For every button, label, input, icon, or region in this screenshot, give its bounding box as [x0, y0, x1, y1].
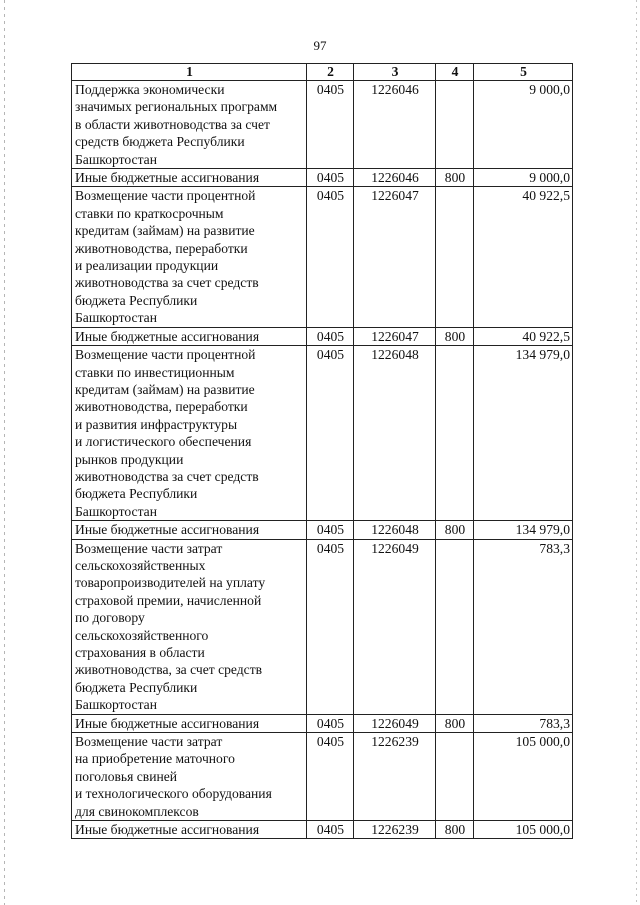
row-name-cell: [72, 821, 307, 839]
row-name: Возмещение части процентной ставки по инвестиционным кредитам (займам) на развитие животноводства, переработки и развития инфраструктуры и логистического обеспечения рынков продукции животноводства за счет средств бюджета Республики Башкортостан: [75, 347, 259, 519]
row-name: Иные бюджетные ассигнования: [75, 822, 260, 838]
table-row: [72, 169, 573, 187]
row-name: Поддержка экономически значимых региональных программ в области животноводства за счет средств бюджета Республики Башкортостан: [75, 82, 278, 167]
row-amount: 134 979,0: [474, 346, 573, 521]
row-section-code: 0405: [307, 81, 354, 169]
table-header-row: [72, 64, 573, 81]
header-col-2: 2: [307, 64, 354, 81]
table-row: [72, 346, 573, 521]
row-name: Иные бюджетные ассигнования: [75, 522, 260, 538]
row-type-code: [436, 733, 474, 821]
row-amount: 783,3: [474, 539, 573, 714]
row-section-code: 0405: [307, 169, 354, 187]
row-name: Иные бюджетные ассигнования: [75, 715, 260, 731]
row-name-cell: [72, 346, 307, 521]
row-name-cell: [72, 187, 307, 327]
table-row: [72, 327, 573, 345]
row-type-code: 800: [436, 714, 474, 732]
row-target-code: 1226048: [354, 521, 436, 539]
row-type-code: 800: [436, 821, 474, 839]
row-name-cell: [72, 714, 307, 732]
row-target-code: 1226046: [354, 169, 436, 187]
row-name: Иные бюджетные ассигнования: [75, 328, 260, 344]
table-row: [72, 539, 573, 714]
row-section-code: 0405: [307, 346, 354, 521]
row-target-code: 1226239: [354, 821, 436, 839]
row-target-code: 1226239: [354, 733, 436, 821]
row-section-code: 0405: [307, 187, 354, 327]
header-col-3: 3: [354, 64, 436, 81]
scan-edge-left: [4, 0, 5, 905]
row-target-code: 1226046: [354, 81, 436, 169]
table-row: [72, 714, 573, 732]
row-target-code: 1226049: [354, 714, 436, 732]
row-name-cell: [72, 169, 307, 187]
scan-edge-right: [636, 0, 637, 905]
row-amount: 9 000,0: [474, 169, 573, 187]
row-target-code: 1226049: [354, 539, 436, 714]
header-col-1: 1: [72, 64, 307, 81]
row-name: Иные бюджетные ассигнования: [75, 170, 260, 186]
row-name-cell: [72, 521, 307, 539]
row-amount: 105 000,0: [474, 821, 573, 839]
row-target-code: 1226047: [354, 187, 436, 327]
row-type-code: [436, 187, 474, 327]
row-amount: 40 922,5: [474, 327, 573, 345]
row-section-code: 0405: [307, 733, 354, 821]
table-row: [72, 733, 573, 821]
row-name: Возмещение части процентной ставки по краткосрочным кредитам (займам) на развитие животноводства, переработки и реализации продукции животноводства за счет средств бюджета Республики Башкортостан: [75, 188, 259, 326]
table-row: [72, 821, 573, 839]
row-type-code: [436, 539, 474, 714]
row-amount: 783,3: [474, 714, 573, 732]
budget-table: [71, 63, 573, 839]
row-amount: 40 922,5: [474, 187, 573, 327]
row-type-code: 800: [436, 521, 474, 539]
row-name-cell: [72, 539, 307, 714]
row-name-cell: [72, 327, 307, 345]
row-section-code: 0405: [307, 521, 354, 539]
row-section-code: 0405: [307, 714, 354, 732]
row-section-code: 0405: [307, 821, 354, 839]
row-target-code: 1226048: [354, 346, 436, 521]
row-section-code: 0405: [307, 539, 354, 714]
table-row: [72, 187, 573, 327]
row-type-code: [436, 346, 474, 521]
row-type-code: 800: [436, 327, 474, 345]
row-amount: 9 000,0: [474, 81, 573, 169]
row-name-cell: [72, 81, 307, 169]
header-col-5: 5: [474, 64, 573, 81]
row-name-cell: [72, 733, 307, 821]
row-target-code: 1226047: [354, 327, 436, 345]
page-number: 97: [313, 38, 327, 53]
table-row: [72, 81, 573, 169]
row-name: Возмещение части затрат сельскохозяйственных товаропроизводителей на уплату страховой премии, начисленной по договору сельскохозяйственного страхования в области животноводства, за счет средств бюджета Республики Башкортостан: [75, 540, 266, 713]
row-amount: 134 979,0: [474, 521, 573, 539]
row-section-code: 0405: [307, 327, 354, 345]
row-amount: 105 000,0: [474, 733, 573, 821]
row-type-code: 800: [436, 169, 474, 187]
row-type-code: [436, 81, 474, 169]
row-name: Возмещение части затрат на приобретение маточного поголовья свиней и технологического оборудования для свинокомплексов: [75, 734, 272, 819]
header-col-4: 4: [436, 64, 474, 81]
table-row: [72, 521, 573, 539]
